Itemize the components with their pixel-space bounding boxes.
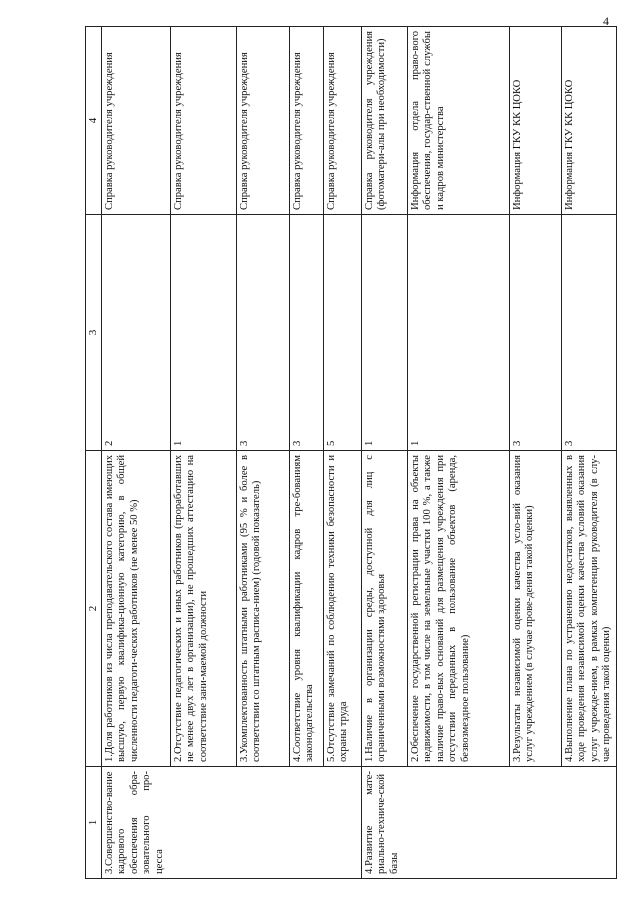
- source-cell: Справка руководителя учреждения (фотоматери-алы при необходимости): [361, 27, 407, 215]
- score-cell: 1: [170, 215, 236, 451]
- indicator-cell: 1.Доля работников из числа преподавательского состава имеющих высшую, первую квалифика-ционную категорию, в общей численности педагоги-ческих работников (не менее 50 %): [101, 451, 170, 767]
- indicator-cell: 5.Отсутствие замечаний по соблюдению техники безопасности и охраны труда: [323, 451, 361, 767]
- source-cell: Справка руководителя учреждения: [170, 27, 236, 215]
- score-cell: 1: [407, 215, 509, 451]
- table-row: [236, 27, 289, 879]
- page-number: 4: [603, 14, 609, 28]
- indicator-cell: 1.Наличие в организации среды, доступной для лиц с ограниченными возможностями здоровья: [361, 451, 407, 767]
- table-row: [101, 27, 170, 879]
- rotated-table-container: [85, 27, 613, 879]
- group-name: 3.Совершенство-вание кадрового обеспечения обра-зовательного про-цесса: [101, 767, 361, 879]
- table-row: [170, 27, 236, 879]
- score-cell: 3: [561, 215, 616, 451]
- source-cell: Информация отдела право-вого обеспечения, государ-ственной службы и кадров министерства: [407, 27, 509, 215]
- score-cell: 1: [361, 215, 407, 451]
- table-row: [323, 27, 361, 879]
- indicator-cell: 2.Отсутствие педагогических и иных работников (проработавших не менее двух лет в организации), не прошедших аттестацию на соответствие зани-маемой должности: [170, 451, 236, 767]
- header-col-3: 3: [86, 215, 102, 451]
- score-cell: 3: [509, 215, 561, 451]
- header-row: [86, 27, 102, 879]
- group-name: 4.Развитие мате-риально-техниче-ской базы: [361, 767, 616, 879]
- source-cell: Справка руководителя учреждения: [323, 27, 361, 215]
- table-row: [289, 27, 323, 879]
- source-cell: Справка руководителя учреждения: [289, 27, 323, 215]
- indicator-cell: 2.Обеспечение государственной регистрации права на объекты недвижимости, в том числе на земельные участки 100 %, а также наличие право-вых оснований для размещения учреждения при отсутствии переданных в пользование объектов (аренда, безвозмездное пользование): [407, 451, 509, 767]
- source-cell: Информация ГКУ КК ЦОКО: [561, 27, 616, 215]
- indicator-cell: 4.Соответствие уровня квалификации кадров тре-бованиям законодательства: [289, 451, 323, 767]
- table-row: [561, 27, 616, 879]
- score-cell: 3: [236, 215, 289, 451]
- source-cell: Справка руководителя учреждения: [236, 27, 289, 215]
- table-row: [361, 27, 407, 879]
- indicator-cell: 3.Укомплектованность штатными работниками (95 % и более в соответствии со штатным расписа-нием) (годовой показатель): [236, 451, 289, 767]
- criteria-table: [85, 26, 617, 879]
- score-cell: 2: [101, 215, 170, 451]
- score-cell: 3: [289, 215, 323, 451]
- header-col-1: 1: [86, 767, 102, 879]
- table-row: [509, 27, 561, 879]
- indicator-cell: 3.Результаты независимой оценки качества усло-вий оказания услуг учреждением (в случае прове-дения такой оценки): [509, 451, 561, 767]
- table-row: [407, 27, 509, 879]
- indicator-cell: 4.Выполнение плана по устранению недостатков, выявленных в ходе проведения независимой оценки качества условий оказания услуг учрежде-нием, в рамках компетенции руководителя (в слу-чае проведения такой оценки): [561, 451, 616, 767]
- source-cell: Справка руководителя учреждения: [101, 27, 170, 215]
- score-cell: 5: [323, 215, 361, 451]
- header-col-2: 2: [86, 451, 102, 767]
- header-col-4: 4: [86, 27, 102, 215]
- source-cell: Информация ГКУ КК ЦОКО: [509, 27, 561, 215]
